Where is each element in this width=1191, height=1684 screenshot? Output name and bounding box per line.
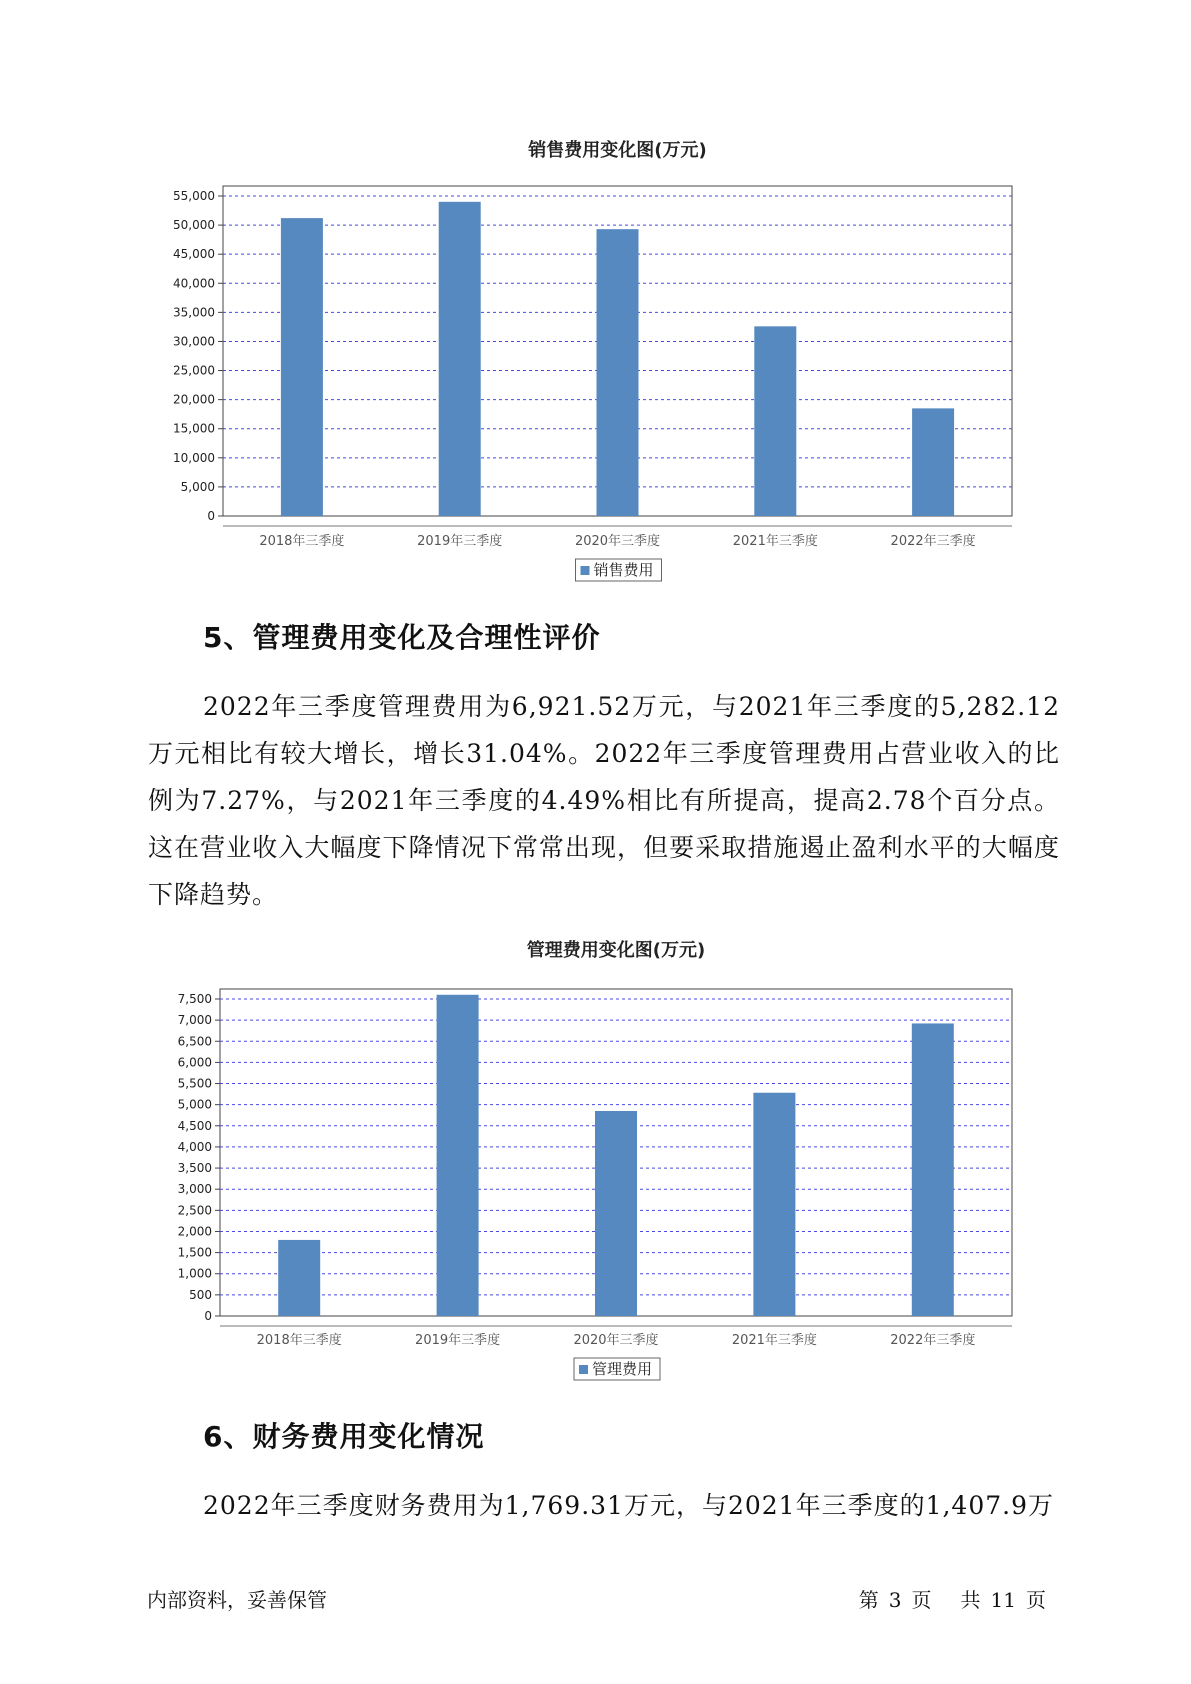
x-tick-label: 2022年三季度 xyxy=(890,534,976,549)
page-prefix: 第 xyxy=(858,1588,879,1612)
bar xyxy=(754,326,796,516)
legend-swatch xyxy=(581,566,590,575)
sales-expense-chart-svg xyxy=(0,130,1191,595)
bar xyxy=(595,1111,637,1316)
section-6-paragraph: 2022年三季度财务费用为1,769.31万元，与2021年三季度的1,407.9万 xyxy=(203,1491,1054,1520)
total-prefix: 共 xyxy=(960,1588,981,1612)
section-5-heading: 5、管理费用变化及合理性评价 xyxy=(203,621,601,654)
x-tick-label: 2020年三季度 xyxy=(574,534,661,549)
admin-expense-chart-svg xyxy=(0,930,1191,1395)
x-tick-label: 2019年三季度 xyxy=(417,534,503,549)
y-tick-label: 4,000 xyxy=(177,1139,212,1154)
y-tick-label: 6,500 xyxy=(177,1034,212,1049)
y-tick-label: 40,000 xyxy=(173,276,215,291)
y-tick-label: 7,500 xyxy=(177,992,212,1006)
bar xyxy=(912,1023,954,1316)
x-tick-label: 2020年三季度 xyxy=(573,1333,659,1348)
section-5-paragraph: 2022年三季度管理费用为6,921.52万元，与2021年三季度的5,282.12万元相比有较大增长，增长31.04%。2022年三季度管理费用占营业收入的比例为7.27%，与2021年三季度的4.49%相比有所提高，提高2.78个百分点。这在营业收入大幅度下降情况下常常出现，但要采取措施遏止盈利水平的大幅度下降趋势。 xyxy=(148,692,1060,909)
bar xyxy=(912,408,954,516)
total-unit: 页 xyxy=(1026,1588,1046,1612)
x-tick-label: 2019年三季度 xyxy=(415,1333,501,1348)
y-tick-label: 10,000 xyxy=(173,450,215,465)
page-num: 3 xyxy=(888,1588,902,1612)
chart-title: 销售费用变化图(万元) xyxy=(528,140,707,161)
y-tick-label: 30,000 xyxy=(173,334,215,349)
y-tick-label: 1,500 xyxy=(177,1245,212,1260)
y-tick-label: 3,500 xyxy=(177,1161,212,1176)
chart-title: 管理费用变化图(万元) xyxy=(526,940,706,961)
y-tick-label: 2,500 xyxy=(177,1203,212,1218)
bar xyxy=(437,995,479,1316)
y-tick-label: 7,000 xyxy=(177,1013,212,1028)
bar xyxy=(597,229,639,516)
y-tick-label: 4,500 xyxy=(177,1118,212,1133)
y-tick-label: 15,000 xyxy=(173,421,215,436)
admin-expense-chart xyxy=(0,930,1191,1395)
y-tick-label: 1,000 xyxy=(177,1266,212,1281)
y-tick-label: 25,000 xyxy=(173,363,215,378)
page-unit: 页 xyxy=(911,1588,932,1612)
y-tick-label: 20,000 xyxy=(173,392,215,407)
legend-label: 销售费用 xyxy=(593,561,654,579)
y-tick-label: 35,000 xyxy=(173,305,215,320)
bar xyxy=(753,1093,795,1316)
y-tick-label: 5,000 xyxy=(180,479,215,494)
total-num: 11 xyxy=(990,1588,1016,1612)
bar xyxy=(278,1240,320,1316)
y-tick-label: 5,000 xyxy=(177,1097,212,1112)
bar xyxy=(439,202,481,516)
y-tick-label: 6,000 xyxy=(177,1055,212,1070)
y-tick-label: 500 xyxy=(189,1287,212,1302)
y-tick-label: 0 xyxy=(207,509,215,523)
footer-confidential-note: 内部资料，妥善保管 xyxy=(147,1588,327,1612)
x-tick-label: 2018年三季度 xyxy=(259,534,345,549)
legend-swatch xyxy=(579,1365,588,1374)
y-tick-label: 0 xyxy=(204,1309,212,1323)
bar xyxy=(281,218,323,516)
y-tick-label: 2,000 xyxy=(177,1224,212,1239)
x-tick-label: 2018年三季度 xyxy=(256,1333,342,1348)
footer-page-number xyxy=(854,1584,1051,1613)
x-tick-label: 2021年三季度 xyxy=(732,534,818,549)
y-tick-label: 50,000 xyxy=(173,218,215,233)
x-tick-label: 2021年三季度 xyxy=(731,1333,817,1348)
legend-label: 管理费用 xyxy=(592,1360,653,1378)
y-tick-label: 45,000 xyxy=(173,247,215,262)
x-tick-label: 2022年三季度 xyxy=(890,1333,976,1348)
section-6-heading: 6、财务费用变化情况 xyxy=(203,1420,485,1453)
y-tick-label: 3,000 xyxy=(177,1182,212,1197)
y-tick-label: 55,000 xyxy=(173,189,215,203)
sales-expense-chart xyxy=(0,130,1191,595)
y-tick-label: 5,500 xyxy=(177,1076,212,1091)
